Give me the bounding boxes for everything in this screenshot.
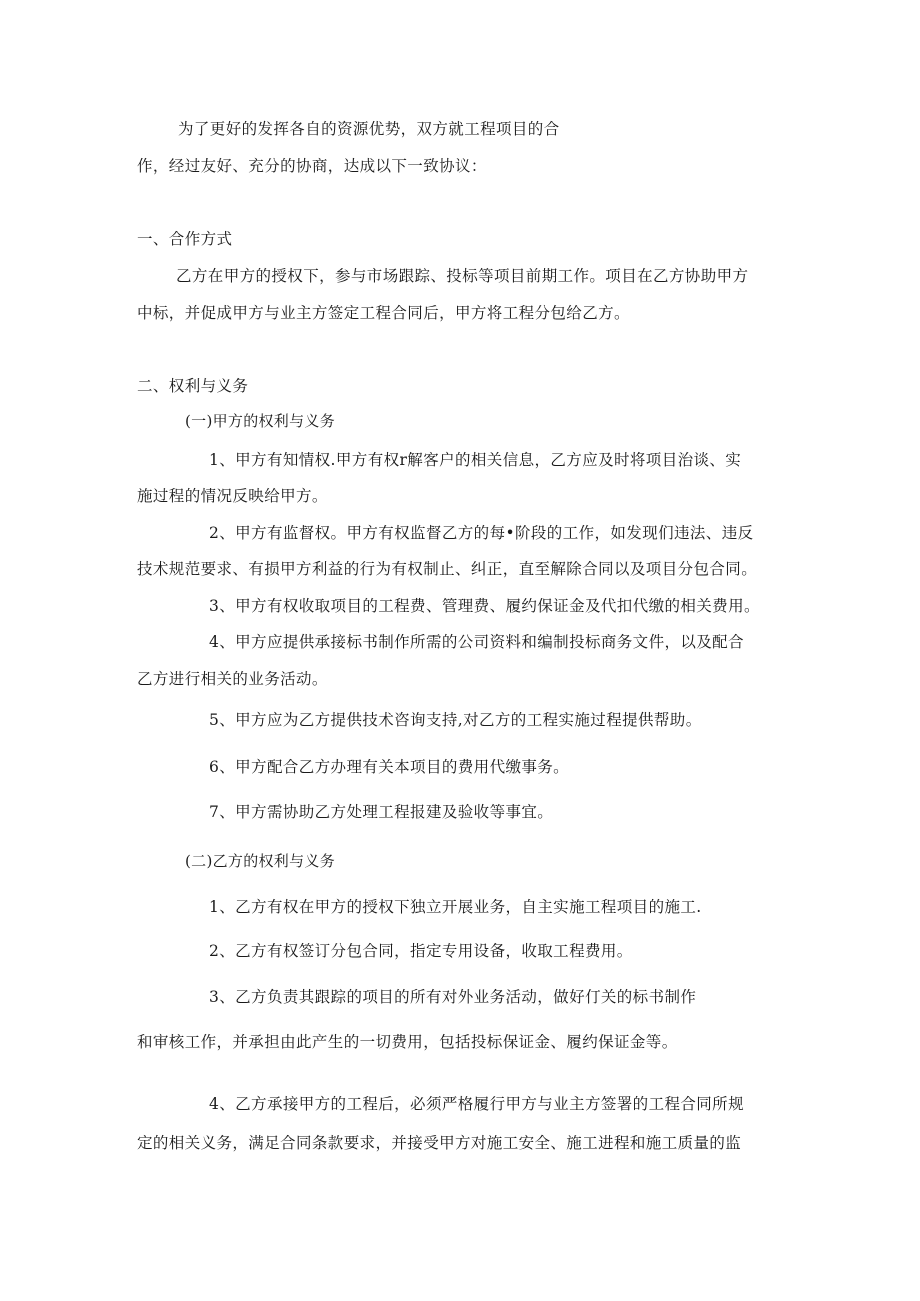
part-b-item-3-line-2: 和审核工作，并承担由此产生的一切费用，包括投标保证金、履约保证金等。 <box>137 1033 678 1051</box>
part-b-heading: (二)乙方的权利与义务 <box>185 852 336 870</box>
part-a-item-5: 5、甲方应为乙方提供技术咨询支持,对乙方的工程实施过程提供帮助。 <box>209 711 702 729</box>
part-b-item-4-line-2: 定的相关义务，满足合同条款要求，并接受甲方对施工安全、施工进程和施工质量的监 <box>137 1134 742 1152</box>
part-b-item-1: 1、乙方有权在甲方的授权下独立开展业务，自主实施工程项目的施工. <box>209 898 702 916</box>
part-a-item-1-line-1: 1、甲方有知情权.甲方有权r解客户的相关信息，乙方应及时将项目治谈、实 <box>209 451 742 469</box>
part-a-item-2-line-2: 技术规范要求、有损甲方利益的行为有权制止、纠正，直至解除合同以及项目分包合同。 <box>137 560 758 578</box>
part-b-item-3-line-1: 3、乙方负责其跟踪的项目的所有对外业务活动，做好仃关的标书制作 <box>209 988 697 1006</box>
part-b-item-4-line-1: 4、乙方承接甲方的工程后，必须严格履行甲方与业主方签署的工程合同所规 <box>209 1095 744 1113</box>
part-a-item-4-line-2: 乙方进行相关的业务活动。 <box>137 670 328 688</box>
part-b-item-2: 2、乙方有权签订分包合同，指定专用设备，收取工程费用。 <box>209 942 633 960</box>
intro-line-1: 为了更好的发挥各自的资源优势，双方就工程项目的合 <box>178 120 560 138</box>
section-2-heading: 二、权利与义务 <box>137 377 249 395</box>
part-a-item-4-line-1: 4、甲方应提供承接标书制作所需的公司资料和编制投标商务文件，以及配合 <box>209 633 744 651</box>
part-a-item-1-line-2: 施过程的情况反映给甲方。 <box>137 487 328 505</box>
part-a-heading: (一)甲方的权利与义务 <box>185 412 336 430</box>
section-1-heading: 一、合作方式 <box>137 230 233 248</box>
intro-line-2: 作，经过友好、充分的协商，达成以下一致协议： <box>137 157 487 175</box>
part-a-item-3: 3、甲方有权收取项目的工程费、管理费、履约保证金及代扣代缴的相关费用。 <box>209 597 760 615</box>
part-a-item-2-line-1: 2、甲方有监督权。甲方有权监督乙方的每•阶段的工作，如发现们违法、违反 <box>209 524 754 542</box>
part-a-item-6: 6、甲方配合乙方办理有关本项目的费用代缴事务。 <box>209 758 570 776</box>
section-1-para-line-1: 乙方在甲方的授权下，参与市场跟踪、投标等项目前期工作。项目在乙方协助甲方 <box>176 267 749 285</box>
part-a-item-7: 7、甲方需协助乙方处理工程报建及验收等事宜。 <box>209 803 554 821</box>
section-1-para-line-2: 中标，并促成甲方与业主方签定工程合同后，甲方将工程分包给乙方。 <box>137 304 630 322</box>
